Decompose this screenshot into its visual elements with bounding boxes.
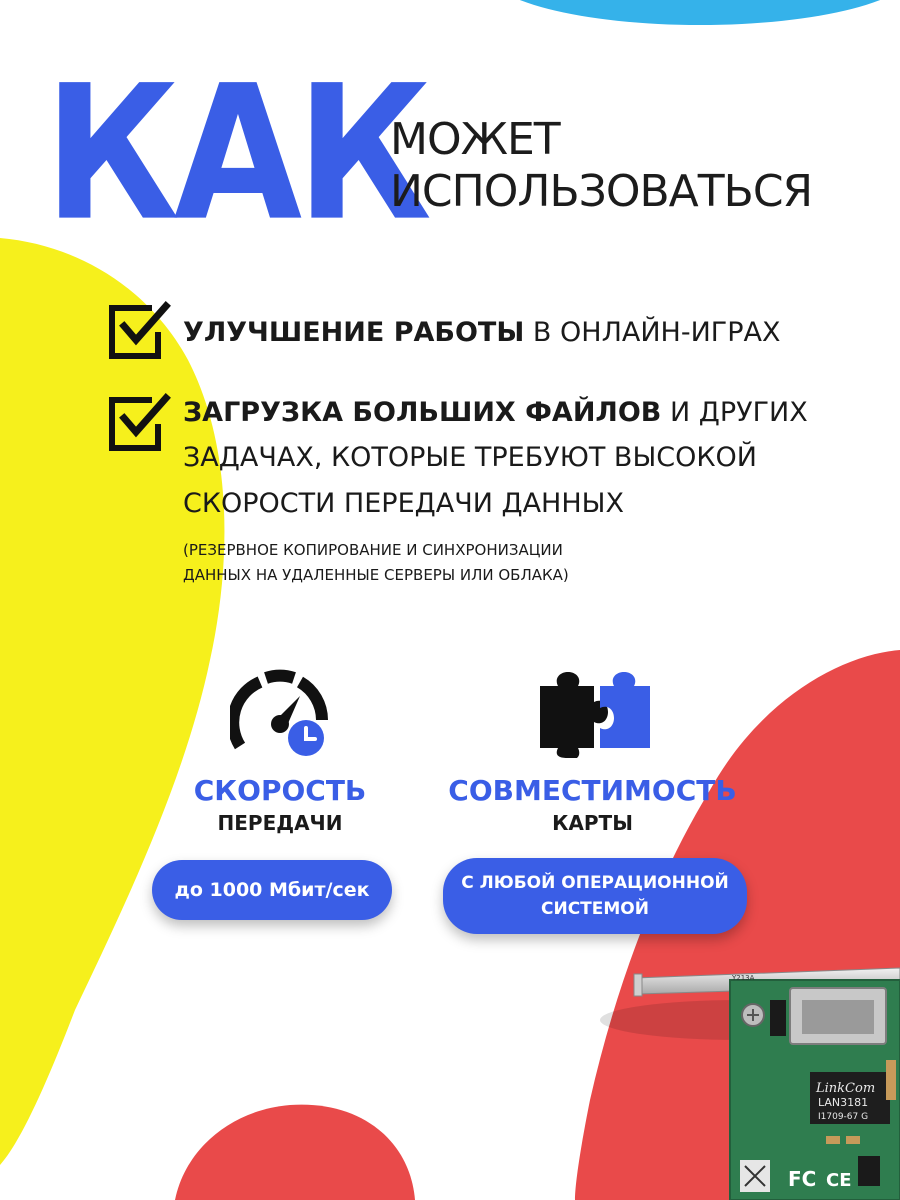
feature-gaming	[183, 313, 781, 353]
pcb-label: Y213A	[732, 974, 755, 982]
speed-pill-text: до 1000 Мбит/сек	[174, 879, 370, 901]
feature-files-note1: (РЕЗЕРВНОЕ КОПИРОВАНИЕ И СИНХРОНИЗАЦИИ	[183, 541, 563, 559]
feature-files-note2: ДАННЫХ НА УДАЛЕННЫЕ СЕРВЕРЫ ИЛИ ОБЛАКА)	[183, 566, 569, 584]
compat-pill-line1: С ЛЮБОЙ ОПЕРАЦИОННОЙ	[461, 873, 729, 893]
feature-files-line1	[183, 393, 808, 433]
speed-pill	[152, 860, 392, 920]
speed-subtitle: ПЕРЕДАЧИ	[217, 811, 343, 835]
ce-mark: CE	[826, 1170, 852, 1191]
compat-pill	[443, 858, 747, 934]
sky-blob	[485, 0, 900, 25]
chip-code: I1709-67 G	[818, 1112, 869, 1122]
speed-title: СКОРОСТЬ	[193, 774, 367, 807]
speedometer-clock-icon	[230, 668, 330, 760]
network-card-photo	[590, 960, 900, 1200]
compat-pill-line2: СИСТЕМОЙ	[541, 899, 649, 919]
feature-gaming-bold: УЛУЧШЕНИЕ РАБОТЫ	[183, 317, 525, 348]
headline-line1: МОЖЕТ	[390, 114, 560, 165]
feature-files-bold: ЗАГРУЗКА БОЛЬШИХ ФАЙЛОВ	[183, 397, 662, 428]
compat-title: СОВМЕСТИМОСТЬ	[448, 774, 737, 807]
red-blob-small	[175, 1105, 415, 1200]
yellow-blob	[0, 238, 224, 1165]
chip-model: LAN3181	[818, 1096, 869, 1109]
feature-files-rest: И ДРУГИХ	[661, 397, 808, 428]
headline-line2: ИСПОЛЬЗОВАТЬСЯ	[390, 166, 813, 217]
fc-mark: FC	[788, 1167, 817, 1191]
feature-gaming-rest: В ОНЛАЙН-ИГРАХ	[524, 317, 781, 348]
checkbox-icon	[108, 392, 172, 452]
puzzle-icon	[538, 672, 654, 758]
checkbox-icon	[108, 300, 172, 360]
feature-files-line2: ЗАДАЧАХ, КОТОРЫЕ ТРЕБУЮТ ВЫСОКОЙ	[183, 442, 758, 473]
feature-files-line3: СКОРОСТИ ПЕРЕДАЧИ ДАННЫХ	[183, 488, 624, 519]
headline-big: КАК	[44, 46, 426, 263]
chip-brand: LinkCom	[816, 1081, 876, 1096]
compat-subtitle: КАРТЫ	[552, 811, 633, 835]
